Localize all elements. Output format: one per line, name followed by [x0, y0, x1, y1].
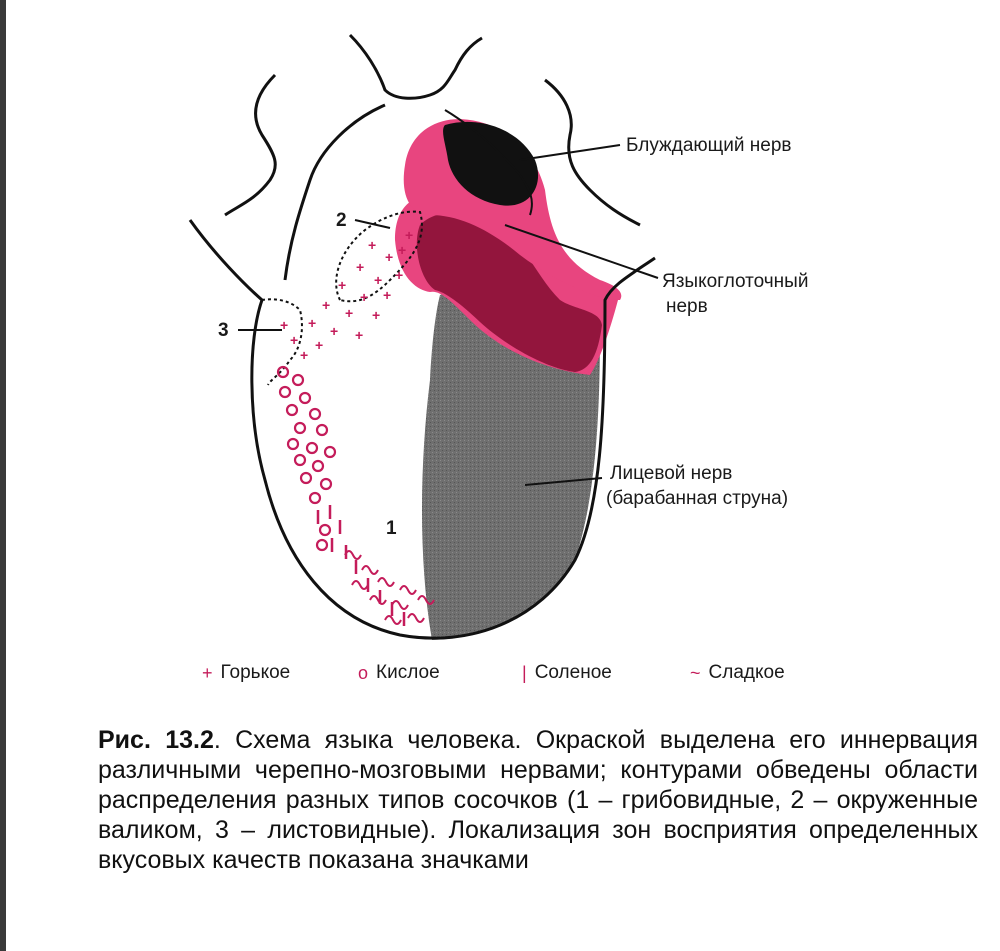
pharynx-contour-left [225, 75, 275, 215]
svg-text:+: + [315, 337, 324, 353]
fungiform-number-label: 1 [386, 518, 397, 539]
legend-salty-label: Соленое [534, 662, 612, 683]
sweet-symbols [345, 551, 434, 624]
salty-icon: | [522, 662, 527, 683]
svg-text:+: + [398, 242, 407, 258]
figure-number: Рис. 13.2 [98, 726, 214, 754]
glossopharyngeal-nerve-label-line1: Языкоглоточный [662, 271, 809, 292]
legend-bitter [202, 662, 290, 684]
svg-text:+: + [360, 289, 369, 305]
svg-text:+: + [395, 267, 404, 283]
legend-bitter-label: Горькое [220, 662, 291, 683]
epiglottis-contour [350, 35, 482, 98]
svg-text:+: + [372, 307, 381, 323]
svg-text:+: + [345, 305, 354, 321]
circumvallate-number-label: 2 [336, 210, 347, 231]
sour-icon: o [358, 662, 369, 683]
svg-text:+: + [322, 297, 331, 313]
svg-text:+: + [356, 259, 365, 275]
caption-text: . Схема языка человека. Окраской выделена его иннервация различными черепно-мозговыми нервами; контурами обведены области распределения разных типов сосочков (1 – грибовидные, 2 – окруженные валиком, 3 – листовидные). Локализация зон восприятия определенных вкусовых качеств показана значками [98, 726, 979, 874]
svg-text:+: + [355, 327, 364, 343]
sweet-icon: ~ [690, 662, 701, 683]
svg-text:+: + [300, 347, 309, 363]
figure-caption [98, 725, 978, 875]
legend-salty [522, 662, 612, 684]
facial-nerve-label-line1: Лицевой нерв [610, 463, 733, 484]
taste-legend [190, 662, 850, 692]
svg-text:+: + [280, 317, 289, 333]
label-2-leader-line [355, 220, 390, 228]
legend-sweet-label: Сладкое [708, 662, 785, 683]
sour-symbols [278, 367, 335, 550]
vagus-nerve-label: Блуждающий нерв [626, 135, 792, 156]
foliate-number-label: 3 [218, 320, 229, 341]
pharynx-contour-inner-left [285, 105, 385, 280]
svg-text:+: + [290, 332, 299, 348]
legend-sweet [690, 662, 785, 684]
svg-text:+: + [374, 272, 383, 288]
svg-text:+: + [383, 287, 392, 303]
svg-text:+: + [385, 249, 394, 265]
svg-text:+: + [338, 277, 347, 293]
bitter-icon: + [202, 662, 213, 683]
legend-sour [358, 662, 440, 684]
svg-text:+: + [330, 323, 339, 339]
glossopharyngeal-nerve-label-line2: нерв [666, 296, 708, 317]
facial-nerve-label-line2: (барабанная струна) [606, 488, 789, 509]
legend-sour-label: Кислое [376, 662, 440, 683]
svg-text:+: + [308, 315, 317, 331]
svg-text:+: + [405, 227, 414, 243]
svg-text:+: + [368, 237, 377, 253]
